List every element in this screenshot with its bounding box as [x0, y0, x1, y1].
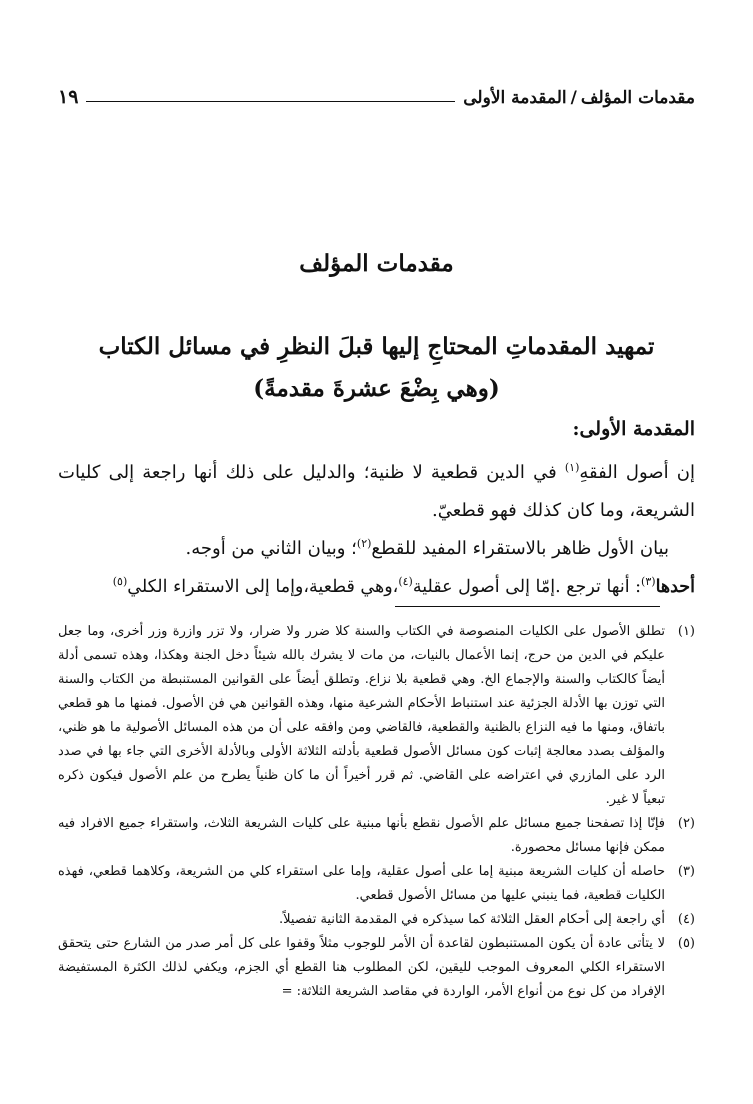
footnote-number: (١): [677, 624, 695, 639]
footnote-ref-2: (٢): [356, 537, 372, 550]
footnote-text: أي راجعة إلى أحكام العقل الثلاثة كما سيذكره في المقدمة الثانية تفصيلاً.: [279, 912, 665, 927]
footnote-text: تطلق الأصول على الكليات المنصوصة في الكتاب والسنة كلا ضرر ولا ضرار، ولا تزر وازرة وزر أخرى، وما جعل عليكم في الدين من حرج، إنما الأعمال بالنيات، من مات لا يشرك بالله شيئاً دخل الجنة وهكذا، وهذه تسمى أدلة أيضاً كالكتاب والسنة والإجماع الخ. وهي قطعية بلا نزاع. وتطلق أيضاً على القوانين المستنبطة من الكتاب والسنة التي توزن بها الأدلة الجزئية عند استنباط الأحكام الشرعية منها، وهذه القوانين هي فن الأصول. فمنها ما هو قطعي باتفاق، ومنها ما فيه النزاع بالظنية والقطعية، فالقاضي ومن وافقه على أن من هذه المسائل الأصولية ما هو ظني، والمؤلف بصدد معالجة إثبات كون مسائل الأصول قطعية بأدلته الثلاثة الأولى وبالأدلة الأخرى التي جاء بها في صدد الرد على المازري في اعتراضه على القاضي. ثم قرر أخيراً أن ما كان ظنياً يطرح من علم الأصول فيكون ذكره تبعياً لا غير.: [58, 624, 665, 807]
heading-line-2: (وهي بِضْعَ عشرةَ مقدمةً): [253, 375, 500, 402]
footnote-ref-5: (٥): [112, 575, 128, 589]
footnote-text: لا يتأتى عادة أن يكون المستنبطون لقاعدة أن الأمر للوجوب مثلاً وقفوا على كل أمر صدر من الشارع حتى يتحقق الاستقراء الكلي المعروف الموجب لليقين، لكن المطلوب هنا القطع أي الجزم، ويكفي لذلك الكثرة المستفيضة الإفراد من كل نوع من أنواع الأمر، الواردة في مقاصد الشريعة الثلاثة: =: [58, 936, 665, 999]
p3-lead: أحدها: [655, 577, 695, 597]
subsection-title: المقدمة الأولى:: [572, 418, 695, 440]
page-number: ١٩: [58, 86, 79, 108]
heading-line-1: تمهيد المقدماتِ المحتاجِ إليها قبلَ النظرِ في مسائل الكتاب: [98, 333, 655, 360]
footnote-4: [58, 908, 695, 932]
p3-part-b: : أنها ترجع .إمّا إلى أصول عقلية: [412, 577, 642, 597]
footnote-2: [58, 812, 695, 860]
running-header: [58, 82, 695, 108]
footnote-number: (٣): [677, 864, 695, 879]
footnote-number: (٤): [677, 912, 695, 927]
footnote-ref-3: (٣): [641, 575, 656, 589]
paragraph-1: [58, 454, 695, 530]
footnote-5: [58, 932, 695, 1004]
footnote-number: (٢): [677, 816, 695, 831]
footnote-number: (٥): [677, 936, 695, 951]
footnote-rule: [395, 606, 660, 607]
p3-part-c: ،وهي قطعية،وإما إلى الاستقراء الكلي: [127, 577, 399, 597]
footnote-ref-4: (٤): [398, 575, 413, 589]
running-separator: /: [570, 88, 577, 108]
footnote-ref-1: (١): [564, 461, 580, 474]
footnote-text: فإنّا إذا تصفحنا جميع مسائل علم الأصول نقطع بأنها مبنية على كليات الشريعة الثلاث، واستقراء جميع الافراد فيه ممكن فإنها مسائل محصورة.: [58, 816, 665, 855]
p2-after: ؛ وبيان الثاني من أوجه.: [185, 538, 357, 559]
running-subtitle: المقدمة الأولى: [463, 88, 567, 108]
p2-before: بيان الأول ظاهر بالاستقراء المفيد للقطع: [371, 538, 669, 559]
header-rule: [86, 101, 455, 102]
footnotes: [58, 620, 695, 1004]
footnote-3: [58, 860, 695, 908]
footnote-1: [58, 620, 695, 812]
paragraph-3: [58, 568, 695, 606]
chapter-heading: [40, 326, 713, 410]
section-title: مقدمات المؤلف: [299, 250, 454, 277]
main-text: [58, 418, 695, 606]
paragraph-2: [58, 530, 695, 568]
p1-before: إن أصول الفقهِ: [579, 462, 695, 483]
p1-after: في الدين قطعية لا ظنية؛ والدليل على ذلك أنها راجعة إلى كليات الشريعة، وما كان كذلك فهو قطعيّ.: [58, 462, 695, 521]
running-title: مقدمات المؤلف: [580, 88, 695, 108]
footnote-text: حاصله أن كليات الشريعة مبنية إما على أصول عقلية، وإما على استقراء كلي من الشريعة، وكلاهما قطعي، فهذه الكليات قطعية، فما ينبني عليها من مسائل الأصول قطعي.: [58, 864, 665, 903]
